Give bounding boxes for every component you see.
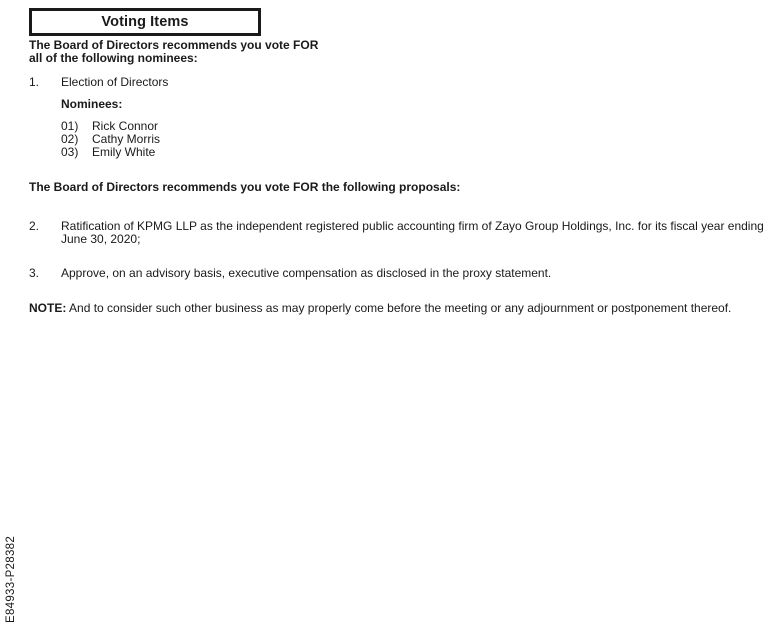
nominee-number: 03) (61, 145, 79, 159)
directors-recommendation-line1: The Board of Directors recommends you vote FOR (29, 38, 319, 52)
proposals-recommendation: The Board of Directors recommends you vote FOR the following proposals: (29, 180, 461, 194)
voting-items-title: Voting Items (101, 14, 189, 30)
voting-items-header-box (29, 8, 261, 36)
item-3-number: 3. (29, 266, 40, 280)
nominee-number: 01) (61, 119, 79, 133)
nominee-row (61, 146, 155, 159)
directors-recommendation (29, 39, 318, 64)
nominee-name: Rick Connor (92, 119, 159, 133)
document-code: E84933-P28382 (5, 535, 17, 623)
nominee-name: Emily White (92, 145, 156, 159)
item-2-number: 2. (29, 219, 40, 233)
note-paragraph (29, 302, 731, 315)
note-label: NOTE: (29, 301, 67, 315)
directors-recommendation-line2: all of the following nominees: (29, 50, 198, 65)
item-3-text: Approve, on an advisory basis, executive compensation as disclosed in the proxy statement. (61, 266, 552, 280)
item-2-text: Ratification of KPMG LLP as the independent registered public accounting firm of Zayo Group Holdings, Inc. for its fiscal year ending June 30, 2020; (61, 219, 764, 246)
item-1-number: 1. (29, 75, 40, 89)
nominees-heading: Nominees: (61, 97, 123, 111)
item-1-label: Election of Directors (61, 75, 169, 89)
note-text: And to consider such other business as may properly come before the meeting or any adjournment or postponement thereof. (66, 301, 732, 315)
nominee-name: Cathy Morris (92, 132, 161, 146)
nominee-number: 02) (61, 132, 79, 146)
